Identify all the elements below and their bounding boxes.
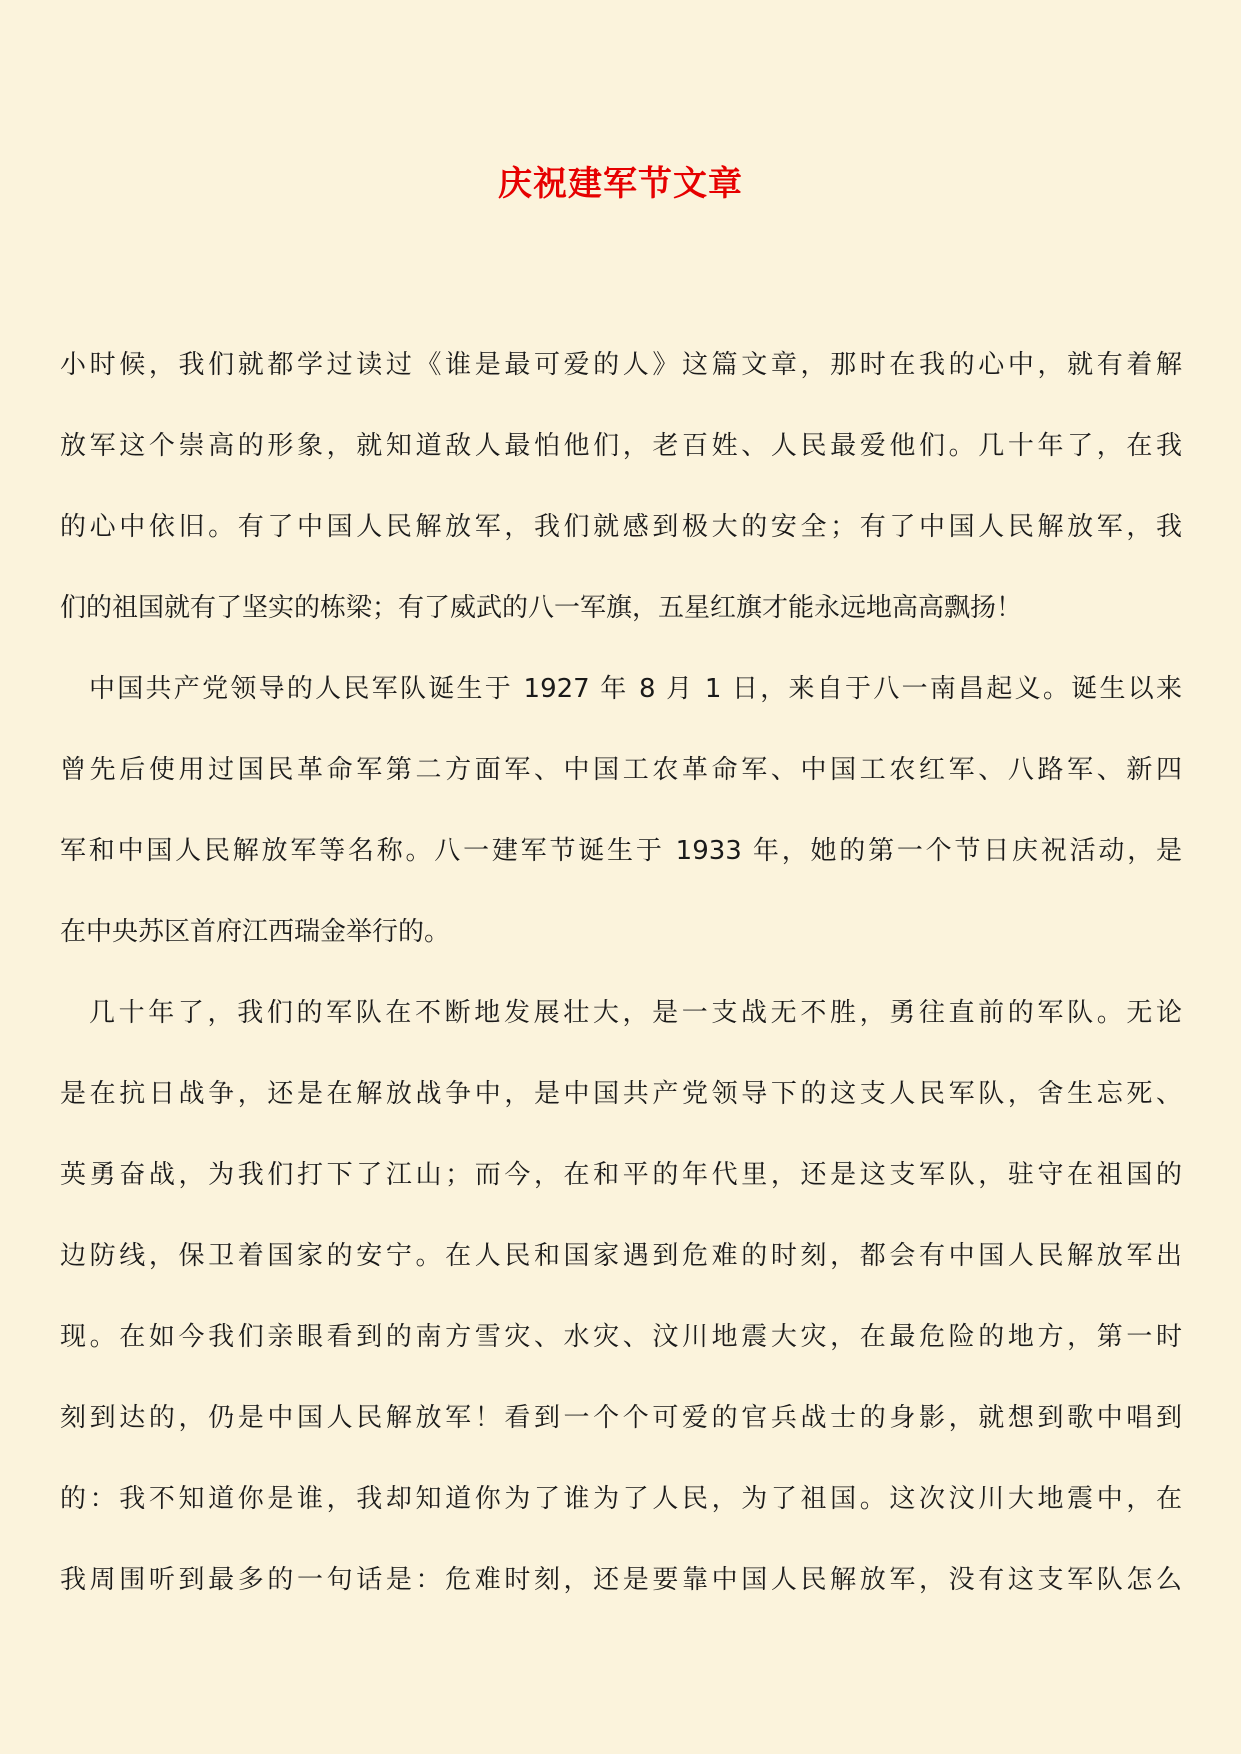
document-title: 庆祝建军节文章 — [498, 164, 743, 204]
text-line: 在中央苏区首府江西瑞金举行的。 — [60, 917, 451, 947]
text-line: 现。在如今我们亲眼看到的南方雪灾、水灾、汶川地震大灾，在最危险的地方，第一时 — [60, 1322, 1182, 1352]
text-line: 英勇奋战，为我们打下了江山；而今，在和平的年代里，还是这支军队，驻守在祖国的 — [60, 1160, 1182, 1190]
text-line: 曾先后使用过国民革命军第二方面军、中国工农革命军、中国工农红军、八路军、新四 — [60, 755, 1182, 785]
document-body — [60, 341, 1182, 1637]
text-line: 小时候，我们就都学过读过《谁是最可爱的人》这篇文章，那时在我的心中，就有着解 — [60, 350, 1182, 380]
paragraph-2 — [60, 665, 1182, 989]
text-line: 中国共产党领导的人民军队诞生于 1927 年 8 月 1 日，来自于八一南昌起义。诞生以来 — [89, 674, 1182, 704]
text-line: 几十年了，我们的军队在不断地发展壮大，是一支战无不胜，勇往直前的军队。无论 — [89, 998, 1182, 1028]
text-line: 军和中国人民解放军等名称。八一建军节诞生于 1933 年，她的第一个节日庆祝活动，是 — [60, 836, 1182, 866]
text-line: 们的祖国就有了坚实的栋梁；有了威武的八一军旗，五星红旗才能永远地高高飘扬！ — [60, 593, 1023, 623]
text-line: 的：我不知道你是谁，我却知道你为了谁为了人民，为了祖国。这次汶川大地震中，在 — [60, 1484, 1182, 1514]
paragraph-3 — [60, 989, 1182, 1637]
text-line: 边防线，保卫着国家的安宁。在人民和国家遇到危难的时刻，都会有中国人民解放军出 — [60, 1241, 1182, 1271]
text-line: 是在抗日战争，还是在解放战争中，是中国共产党领导下的这支人民军队，舍生忘死、 — [60, 1079, 1182, 1109]
text-line: 放军这个崇高的形象，就知道敌人最怕他们，老百姓、人民最爱他们。几十年了，在我 — [60, 431, 1182, 461]
paragraph-1 — [60, 341, 1182, 665]
text-line: 刻到达的，仍是中国人民解放军！看到一个个可爱的官兵战士的身影，就想到歌中唱到 — [60, 1403, 1182, 1433]
text-line: 我周围听到最多的一句话是：危难时刻，还是要靠中国人民解放军，没有这支军队怎么 — [60, 1565, 1182, 1595]
text-line: 的心中依旧。有了中国人民解放军，我们就感到极大的安全；有了中国人民解放军，我 — [60, 512, 1182, 542]
